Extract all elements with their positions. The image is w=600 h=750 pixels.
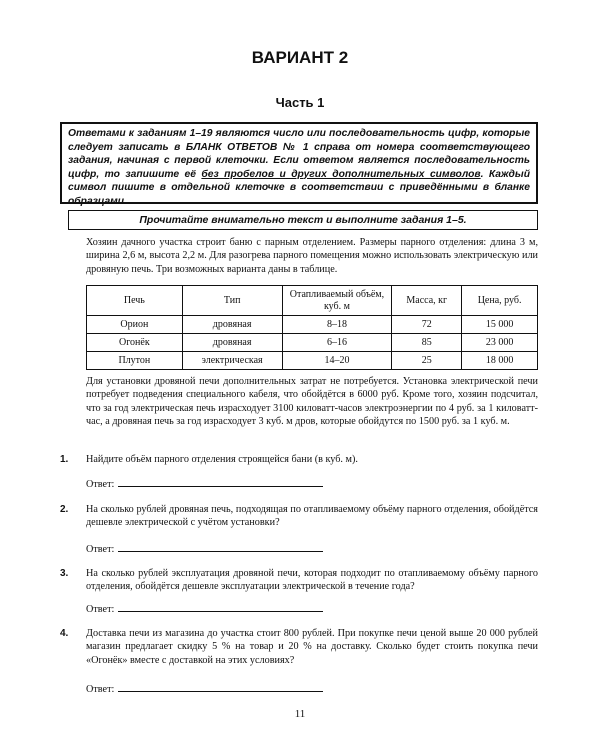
task-number: 4.	[60, 628, 69, 639]
answer-line[interactable]	[118, 683, 323, 692]
answer-label: Ответ:	[86, 479, 115, 490]
table-header-cell: Цена, руб.	[462, 286, 538, 316]
table-header-row	[87, 286, 538, 316]
task-number: 1.	[60, 454, 69, 465]
stoves-table	[86, 285, 538, 370]
answer-1	[86, 478, 323, 490]
table-cell: Огонёк	[87, 334, 183, 352]
table-cell: Орион	[87, 316, 183, 334]
task-text: На сколько рублей дровяная печь, подходящая по отапливаемому объёму парного отделения, обойдётся дешевле электрической с учётом установки?	[86, 504, 538, 529]
table-cell: 14–20	[282, 352, 392, 370]
answer-line[interactable]	[118, 543, 323, 552]
table-row	[87, 316, 538, 334]
answer-line[interactable]	[118, 603, 323, 612]
table-cell: 6–16	[282, 334, 392, 352]
answer-4	[86, 683, 323, 695]
variant-title: ВАРИАНТ 2	[251, 48, 349, 67]
answer-label: Ответ:	[86, 684, 115, 695]
task-number: 2.	[60, 504, 69, 515]
table-cell: дровяная	[182, 316, 282, 334]
task-text: На сколько рублей эксплуатация дровяной печи, которая подходит по отапливаемому объёму парного отделения, обойдётся дешевле эксплуатации электрической в течение года?	[86, 568, 538, 593]
instructions-underlined: без пробелов и других дополнительных символов	[201, 168, 481, 180]
instructions-text-1: Ответами к заданиям 1–19 являются число или последовательность цифр, которые следует записать в БЛАНК ОТВЕТОВ № 1 справа от номера соответствующего задания, начиная с первой клеточки. Если ответом является последовательность цифр, то запишите её	[68, 128, 530, 180]
table-cell: дровяная	[182, 334, 282, 352]
table-header-cell: Масса, кг	[392, 286, 462, 316]
page-number: 11	[294, 708, 306, 720]
answer-2	[86, 543, 323, 555]
followup-paragraph: Для установки дровяной печи дополнительных затрат не потребуется. Установка электрической печи потребует подведения специального кабеля, что обойдётся в 6000 руб. Кроме того, хозяин подсчитал, что за год электрическая печь израсходует 3100 киловатт-часов электроэнергии по 4 руб. за 1 киловатт-час, а дровяная печь за год израсходует 3 куб. м дров, которые обойдутся по 1500 руб. за 1 куб. м.	[86, 376, 538, 427]
table-cell: электрическая	[182, 352, 282, 370]
table-cell: 15 000	[462, 316, 538, 334]
answer-label: Ответ:	[86, 544, 115, 555]
read-prompt-box: Прочитайте внимательно текст и выполните задания 1–5.	[68, 210, 538, 230]
table-row	[87, 352, 538, 370]
task-text: Доставка печи из магазина до участка стоит 800 рублей. При покупке печи ценой выше 20 000 рублей магазин предлагает скидку 5 % на товар и 20 % на доставку. Сколько будет стоить покупка печи «Огонёк» вместе с доставкой на этих условиях?	[86, 628, 538, 666]
table-cell: 23 000	[462, 334, 538, 352]
answer-line[interactable]	[118, 478, 323, 487]
table-cell: 85	[392, 334, 462, 352]
instructions-text-2: . Каждый символ пишите в отдельной клеточке в соответствии с приведёнными в бланке образцами.	[68, 168, 530, 207]
instructions-box	[60, 122, 538, 207]
table-cell: 18 000	[462, 352, 538, 370]
task-text: Найдите объём парного отделения строящейся бани (в куб. м).	[86, 454, 358, 465]
table-cell: 25	[392, 352, 462, 370]
task-number: 3.	[60, 568, 69, 579]
table-cell: 72	[392, 316, 462, 334]
table-row	[87, 334, 538, 352]
answer-3	[86, 603, 323, 615]
table-header-cell: Тип	[182, 286, 282, 316]
table-header-cell: Отапливаемый объём, куб. м	[282, 286, 392, 316]
table-cell: Плутон	[87, 352, 183, 370]
table-cell: 8–18	[282, 316, 392, 334]
answer-label: Ответ:	[86, 604, 115, 615]
intro-paragraph: Хозяин дачного участка строит баню с парным отделением. Размеры парного отделения: длина 3 м, ширина 2,6 м, высота 2,2 м. Для разогрева парного помещения можно использовать электрическую или дровяную печь. Три возможных варианта даны в таблице.	[86, 237, 538, 275]
table-header-cell: Печь	[87, 286, 183, 316]
part-title: Часть 1	[275, 95, 325, 110]
